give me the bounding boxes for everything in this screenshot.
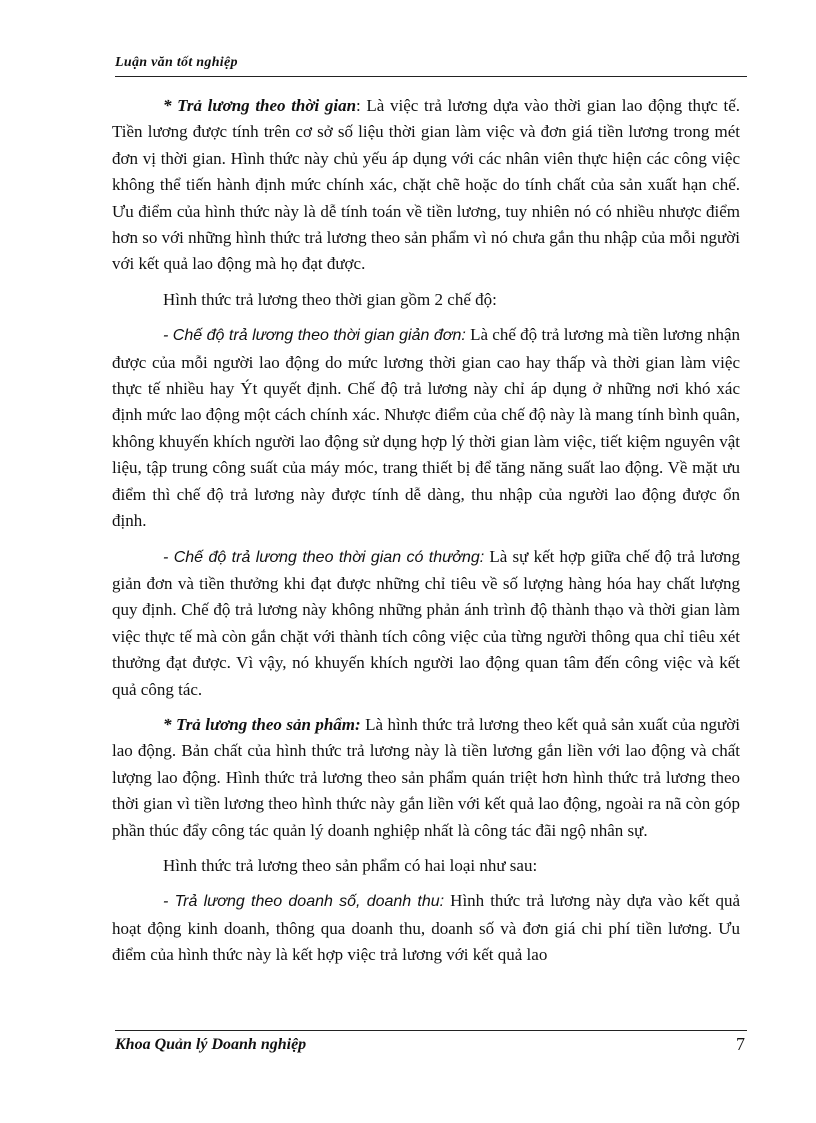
paragraph-revenue-based-pay [112,888,740,968]
paragraph-time-based-pay [112,93,740,278]
page-number: 7 [736,1034,745,1054]
page-footer [115,1030,747,1065]
page-header [115,54,747,77]
paragraph-text: Là chế độ trả lương mà tiền lương nhận được của mỗi người lao động do mức lương thời gian cao hay thấp và thời gian làm việc thực tế nhiều hay Ýt quyết định. Chế độ trả lương này chỉ áp dụng ở những nơi khó xác định mức lao động một cách chính xác. Nhược điểm của chế độ này là mang tính bình quân, không khuyến khích người lao động sử dụng hợp lý thời gian làm việc, tiết kiệm nguyên vật liệu, tập trung công suất của máy móc, trang thiết bị để tăng năng suất lao động. Về mặt ưu điểm thì chế độ trả lương này được tính dễ dàng, thu nhập của người lao động được ổn định. [112,325,740,531]
paragraph-text: Là sự kết hợp giữa chế độ trả lương giản đơn và tiền thưởng khi đạt được những chỉ tiêu về số lượng hàng hóa hay chất lượng quy định. Chế độ trả lương này không những phản ánh trình độ thành thạo và thời gian làm việc thực tế mà còn gắn chặt với thành tích công việc của từng người thông qua chỉ tiêu xét thưởng đạt được. Vì vậy, nó khuyến khích người lao động quan tâm đến công việc và kết quả công tác. [112,546,740,699]
paragraph-lead: - Chế độ trả lương theo thời gian có thưởng: [163,548,485,566]
paragraph-text: : Là việc trả lương dựa vào thời gian lao động thực tế. Tiền lương được tính trên cơ sở số liệu thời gian làm việc và đơn giá tiền lương trong mét đơn vị thời gian. Hình thức này chủ yếu áp dụng với các nhân viên thực hiện các công việc không thể tiến hành định mức chính xác, chặt chẽ hoặc do tính chất của sản xuất hạn chế. Ưu điểm của hình thức này là dễ tính toán về tiền lương, tuy nhiên nó có nhiều nhược điểm hơn so với những hình thức trả lương theo sản phẩm vì nó chưa gắn thu nhập của mỗi người với kết quả lao động mà họ đạt được. [112,96,740,274]
paragraph-simple-time-pay [112,322,740,534]
header-title: Luận văn tốt nghiệp [115,55,238,70]
footer-title: Khoa Quản lý Doanh nghiệp [115,1036,307,1053]
paragraph-time-pay-with-bonus [112,544,740,703]
document-body [112,93,740,978]
paragraph-text: Hình thức trả lương này dựa vào kết quả hoạt động kinh doanh, thông qua doanh thu, doanh số và đơn giá chi phí tiền lương. Ưu điểm của hình thức này là kết hợp việc trả lương với kết quả lao [112,891,740,965]
paragraph-text: Là hình thức trả lương theo kết quả sản xuất của người lao động. Bản chất của hình thức trả lương này là tiền lương gắn liền với lao động và chất lượng lao động. Hình thức trả lương theo sản phẩm quán triệt hơn hình thức trả lương theo thời gian vì tiền lương theo hình thức này gắn liền với kết quả lao động, ngoài ra nã còn góp phần thúc đẩy công tác quản lý doanh nghiệp nhất là công tác đãi ngộ nhân sự. [112,714,740,840]
paragraph-text: Hình thức trả lương theo sản phẩm có hai loại như sau: [163,855,538,875]
paragraph-product-pay-types [112,853,740,879]
paragraph-lead: * Trả lương theo thời gian [163,96,357,115]
paragraph-lead: - Chế độ trả lương theo thời gian giản đơn: [163,327,466,345]
paragraph-product-based-pay [112,712,740,844]
paragraph-text: Hình thức trả lương theo thời gian gồm 2 chế độ: [163,289,497,309]
paragraph-lead: - Trả lương theo doanh số, doanh thu: [163,893,445,911]
paragraph-time-pay-modes [112,287,740,313]
paragraph-lead: * Trả lương theo sản phẩm: [163,714,361,734]
